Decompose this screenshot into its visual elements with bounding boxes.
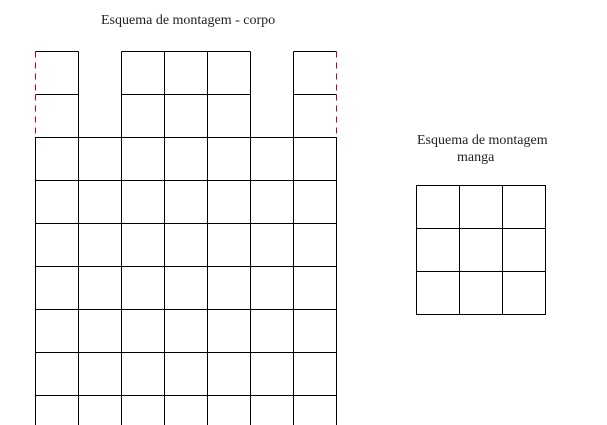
body-grid-cell xyxy=(36,396,79,425)
body-grid-cell xyxy=(251,224,294,267)
body-grid-cell xyxy=(165,310,208,353)
body-grid-cell xyxy=(294,353,337,396)
body-grid-cell xyxy=(165,353,208,396)
body-grid-cell xyxy=(165,396,208,425)
body-grid-cell xyxy=(165,181,208,224)
sleeve-grid-cell xyxy=(503,229,546,272)
body-grid-cell xyxy=(208,138,251,181)
body-grid-cell xyxy=(79,267,122,310)
body-grid-cell xyxy=(79,138,122,181)
body-grid-cell xyxy=(36,181,79,224)
body-grid-cell xyxy=(122,138,165,181)
body-grid-cell xyxy=(79,353,122,396)
body-grid-cell xyxy=(208,353,251,396)
sleeve-grid-cell xyxy=(417,229,460,272)
body-grid-cell xyxy=(36,224,79,267)
body-grid-cell xyxy=(251,353,294,396)
sleeve-grid-cell xyxy=(503,186,546,229)
body-grid-cell xyxy=(79,181,122,224)
body-grid-cell xyxy=(36,138,79,181)
body-grid-cell xyxy=(122,181,165,224)
body-grid-cell xyxy=(79,310,122,353)
body-grid-cell xyxy=(165,138,208,181)
body-grid-cell xyxy=(251,396,294,425)
body-grid-cell xyxy=(294,267,337,310)
body-grid-cell xyxy=(294,181,337,224)
body-grid-cell xyxy=(294,138,337,181)
sleeve-grid-cell xyxy=(503,272,546,315)
body-grid-cell xyxy=(294,396,337,425)
body-grid-cell xyxy=(208,224,251,267)
sleeve-grid-cell xyxy=(417,272,460,315)
sleeve-title-line-2: manga xyxy=(457,150,495,165)
body-grid-cell xyxy=(165,267,208,310)
body-grid-cell xyxy=(79,396,122,425)
body-grid-cell xyxy=(36,267,79,310)
body-grid-cell xyxy=(251,181,294,224)
body-grid-cell xyxy=(208,181,251,224)
body-grid-cell xyxy=(251,310,294,353)
body-grid-cell xyxy=(122,310,165,353)
body-scheme-title: Esquema de montagem - corpo xyxy=(101,13,276,28)
body-grid-cell xyxy=(294,224,337,267)
body-grid-cell xyxy=(122,267,165,310)
sleeve-grid-cell xyxy=(460,272,503,315)
body-grid-cell xyxy=(165,224,208,267)
body-grid-cell xyxy=(251,138,294,181)
body-grid-cell xyxy=(36,310,79,353)
body-grid-cell xyxy=(79,224,122,267)
body-grid-cell xyxy=(122,224,165,267)
sleeve-grid-cell xyxy=(460,229,503,272)
body-grid-cell xyxy=(208,267,251,310)
body-grid-cell xyxy=(122,396,165,425)
sleeve-grid-cell xyxy=(460,186,503,229)
body-grid-cell xyxy=(208,310,251,353)
body-grid-cell xyxy=(36,353,79,396)
body-grid-cell xyxy=(122,353,165,396)
body-grid-cell xyxy=(251,267,294,310)
sleeve-title-line-1: Esquema de montagem xyxy=(417,133,548,148)
sleeve-grid-cell xyxy=(417,186,460,229)
body-grid-cell xyxy=(294,310,337,353)
body-grid-cell xyxy=(208,396,251,425)
